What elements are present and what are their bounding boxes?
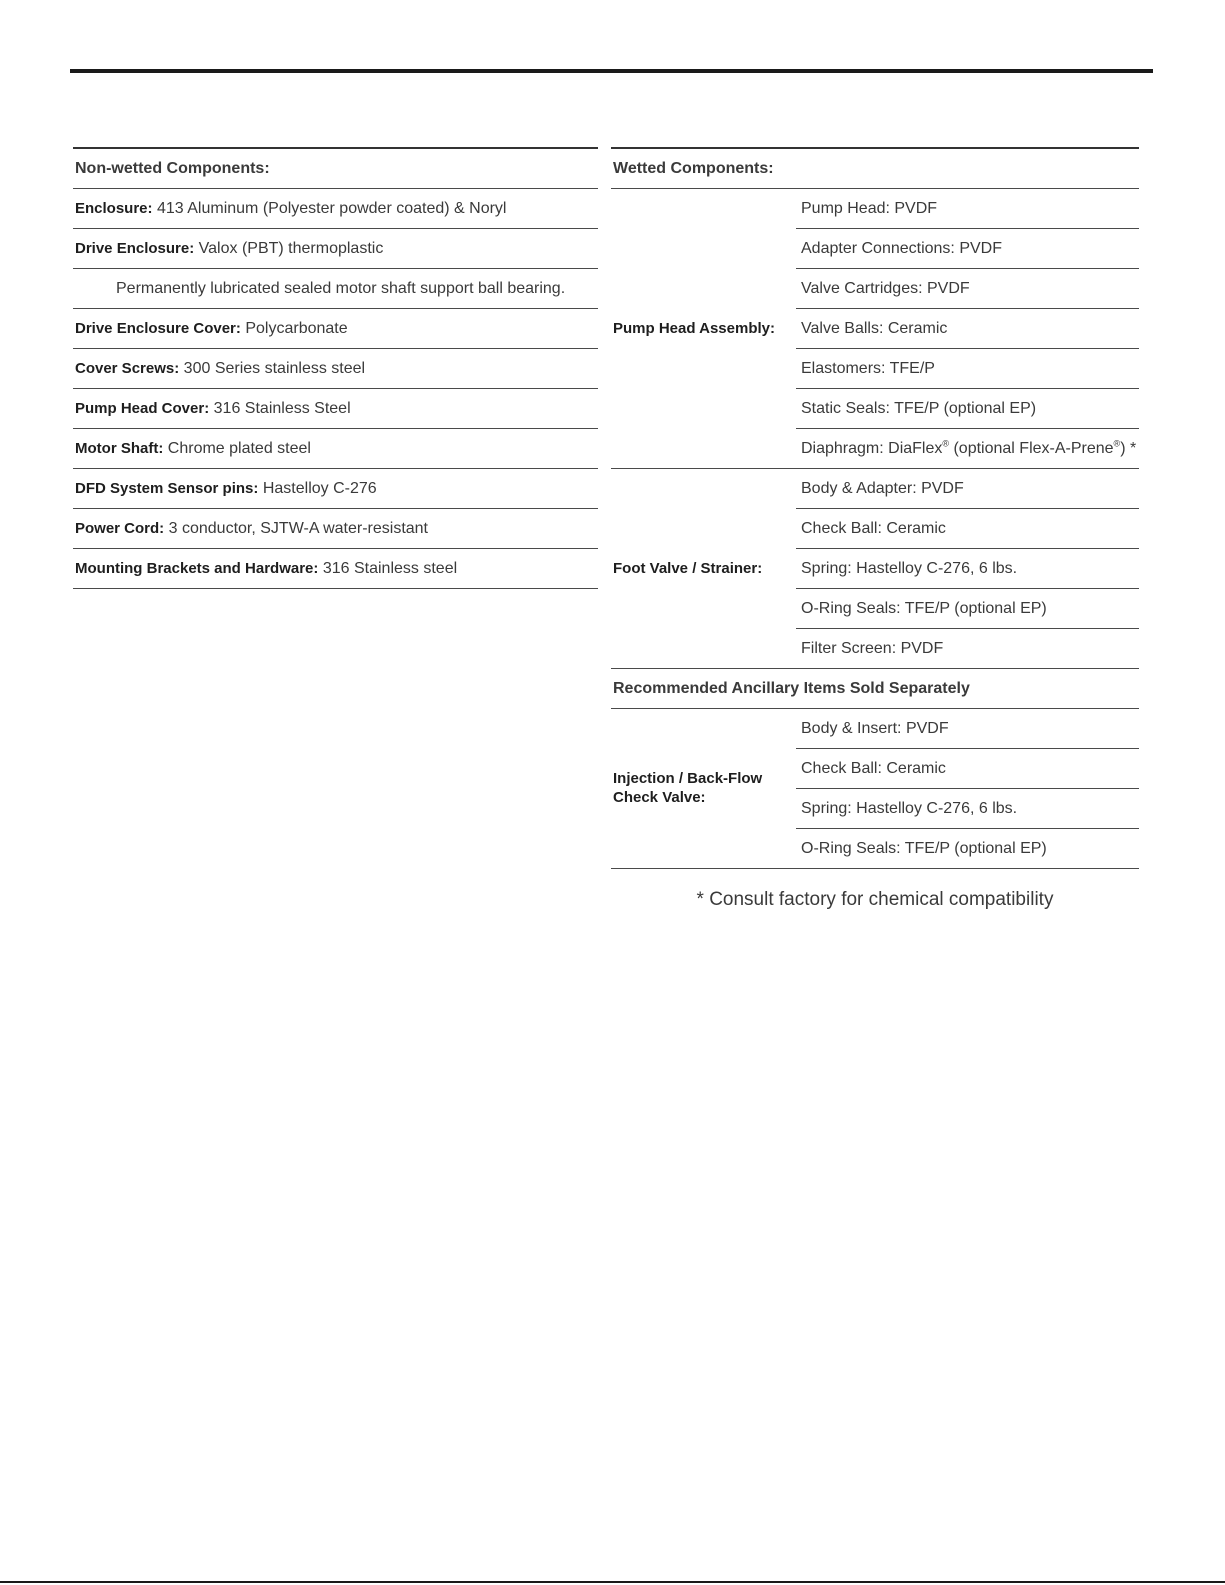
drive-enclosure-label: Drive Enclosure: xyxy=(75,239,195,257)
table-row xyxy=(611,668,1139,708)
motor-shaft-label: Motor Shaft: xyxy=(75,439,164,457)
table-row xyxy=(73,268,598,308)
mounting-brackets-label: Mounting Brackets and Hardware: xyxy=(75,559,319,577)
pump-head-item: Elastomers: TFE/P xyxy=(796,348,1139,388)
check-valve-item: Check Ball: Ceramic xyxy=(796,748,1139,788)
wetted-components-table xyxy=(611,147,1139,869)
check-valve-item: Body & Insert: PVDF xyxy=(796,708,1139,748)
motor-shaft-value: Chrome plated steel xyxy=(167,439,311,457)
foot-valve-item: Check Ball: Ceramic xyxy=(796,508,1139,548)
diaphragm-item xyxy=(796,428,1139,468)
ball-bearing-note: Permanently lubricated sealed motor shaft support ball bearing. xyxy=(116,279,566,297)
power-cord-value: 3 conductor, SJTW-A water-resistant xyxy=(168,519,428,537)
drive-enclosure-cover-label: Drive Enclosure Cover: xyxy=(75,319,241,337)
pump-head-assembly-label: Pump Head Assembly: xyxy=(611,188,796,468)
table-row xyxy=(611,468,1139,508)
pump-head-item: Valve Cartridges: PVDF xyxy=(796,268,1139,308)
power-cord-label: Power Cord: xyxy=(75,519,165,537)
registered-mark: ® xyxy=(1113,438,1121,449)
foot-valve-label: Foot Valve / Strainer: xyxy=(611,468,796,668)
table-row xyxy=(73,508,598,548)
dfd-sensor-pins-value: Hastelloy C-276 xyxy=(262,479,377,497)
foot-valve-item: Filter Screen: PVDF xyxy=(796,628,1139,668)
table-row xyxy=(73,388,598,428)
table-row xyxy=(611,708,1139,748)
foot-valve-item: Spring: Hastelloy C-276, 6 lbs. xyxy=(796,548,1139,588)
table-row xyxy=(73,348,598,388)
table-row xyxy=(611,148,1139,188)
foot-valve-item: Body & Adapter: PVDF xyxy=(796,468,1139,508)
diaphragm-prefix: Diaphragm: DiaFlex xyxy=(801,439,943,457)
table-row xyxy=(611,188,1139,228)
cover-screws-value: 300 Series stainless steel xyxy=(183,359,366,377)
drive-enclosure-cover-value: Polycarbonate xyxy=(245,319,348,337)
check-valve-label-line2: Check Valve: xyxy=(613,789,706,806)
non-wetted-header: Non-wetted Components: xyxy=(73,148,598,188)
check-valve-item: Spring: Hastelloy C-276, 6 lbs. xyxy=(796,788,1139,828)
foot-valve-item: O-Ring Seals: TFE/P (optional EP) xyxy=(796,588,1139,628)
top-rule xyxy=(70,69,1153,73)
mounting-brackets-value: 316 Stainless steel xyxy=(322,559,458,577)
non-wetted-components-table xyxy=(73,147,598,589)
table-row xyxy=(73,548,598,588)
dfd-sensor-pins-label: DFD System Sensor pins: xyxy=(75,479,259,497)
diaphragm-middle: (optional Flex-A-Prene xyxy=(949,439,1114,457)
table-row xyxy=(73,468,598,508)
ancillary-header: Recommended Ancillary Items Sold Separately xyxy=(611,668,1139,708)
pump-head-item: Adapter Connections: PVDF xyxy=(796,228,1139,268)
table-row xyxy=(73,188,598,228)
pump-head-item: Pump Head: PVDF xyxy=(796,188,1139,228)
drive-enclosure-value: Valox (PBT) thermoplastic xyxy=(198,239,384,257)
check-valve-label xyxy=(611,708,796,868)
enclosure-value: 413 Aluminum (Polyester powder coated) & Noryl xyxy=(156,199,507,217)
table-row xyxy=(73,308,598,348)
cover-screws-label: Cover Screws: xyxy=(75,359,180,377)
bottom-rule xyxy=(0,1581,1225,1583)
table-row xyxy=(73,428,598,468)
check-valve-label-line1: Injection / Back-Flow xyxy=(613,770,763,787)
pump-head-cover-value: 316 Stainless Steel xyxy=(213,399,351,417)
pump-head-cover-label: Pump Head Cover: xyxy=(75,399,210,417)
diaphragm-suffix: ) * xyxy=(1120,439,1137,457)
pump-head-item: Static Seals: TFE/P (optional EP) xyxy=(796,388,1139,428)
pump-head-item: Valve Balls: Ceramic xyxy=(796,308,1139,348)
wetted-header: Wetted Components: xyxy=(611,148,1139,188)
compatibility-footnote: * Consult factory for chemical compatibility xyxy=(696,889,1054,910)
enclosure-label: Enclosure: xyxy=(75,199,153,217)
table-row xyxy=(73,228,598,268)
check-valve-item: O-Ring Seals: TFE/P (optional EP) xyxy=(796,828,1139,868)
table-row xyxy=(73,148,598,188)
registered-mark: ® xyxy=(942,438,950,449)
